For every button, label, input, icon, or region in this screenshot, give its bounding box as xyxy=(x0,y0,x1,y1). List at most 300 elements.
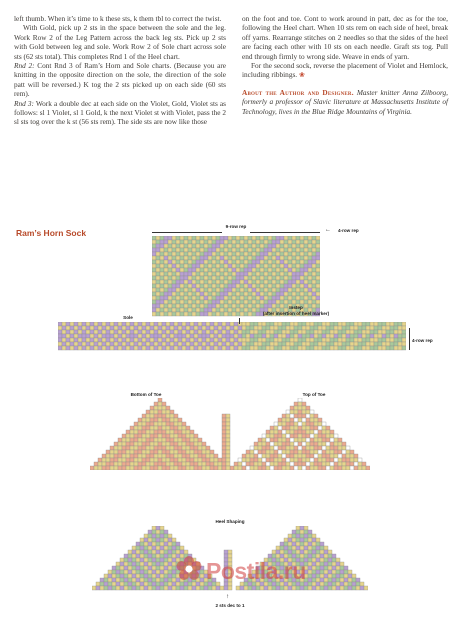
chart-cell xyxy=(246,466,250,470)
chart-cell xyxy=(236,288,240,292)
chart-cell xyxy=(164,236,168,240)
chart-cell xyxy=(190,326,194,330)
chart-cell xyxy=(158,334,162,338)
chart-cell xyxy=(304,268,308,272)
chart-cell xyxy=(70,342,74,346)
chart-cell xyxy=(318,438,322,442)
chart-cell xyxy=(152,546,156,550)
chart-cell xyxy=(298,422,302,426)
chart-cell xyxy=(186,450,190,454)
chart-cell xyxy=(82,334,86,338)
chart-cell xyxy=(296,296,300,300)
chart-cell xyxy=(132,586,136,590)
chart-cell xyxy=(166,430,170,434)
chart-cell xyxy=(216,240,220,244)
left-text-column xyxy=(14,14,226,127)
chart-cell xyxy=(294,342,298,346)
chart-cell xyxy=(190,458,194,462)
chart-cell xyxy=(326,430,330,434)
chart-cell xyxy=(182,334,186,338)
chart-cell xyxy=(204,586,208,590)
chart-cell xyxy=(154,418,158,422)
chart-cell xyxy=(262,450,266,454)
chart-cell xyxy=(262,458,266,462)
chart-cell xyxy=(242,454,246,458)
chart-cell xyxy=(246,338,250,342)
chart-cell xyxy=(204,240,208,244)
chart-cell xyxy=(390,330,394,334)
chart-cell xyxy=(196,288,200,292)
chart-cell xyxy=(98,326,102,330)
chart-cell xyxy=(110,334,114,338)
chart-cell xyxy=(228,272,232,276)
chart-cell xyxy=(130,330,134,334)
chart-cell xyxy=(340,570,344,574)
chart-cell xyxy=(58,338,62,342)
chart-cell xyxy=(370,342,374,346)
chart-cell xyxy=(252,288,256,292)
chart-cell xyxy=(200,240,204,244)
chart-cell xyxy=(320,570,324,574)
chart-cell xyxy=(362,330,366,334)
chart-cell xyxy=(322,462,326,466)
chart-cell xyxy=(304,244,308,248)
chart-cell xyxy=(152,566,156,570)
chart-cell xyxy=(136,586,140,590)
chart-cell xyxy=(162,426,166,430)
chart-cell xyxy=(346,326,350,330)
chart-cell xyxy=(300,292,304,296)
chart-cell xyxy=(330,330,334,334)
chart-cell xyxy=(168,252,172,256)
chart-cell xyxy=(382,346,386,350)
chart-cell xyxy=(118,334,122,338)
chart-cell xyxy=(110,322,114,326)
chart-cell xyxy=(332,582,336,586)
chart-cell xyxy=(130,342,134,346)
chart-cell xyxy=(222,330,226,334)
chart-cell xyxy=(204,244,208,248)
chart-cell xyxy=(208,292,212,296)
chart-cell xyxy=(300,276,304,280)
chart-cell xyxy=(102,462,106,466)
chart-cell xyxy=(314,442,318,446)
chart-cell xyxy=(270,442,274,446)
chart-cell xyxy=(276,280,280,284)
chart-cell xyxy=(398,346,402,350)
chart-cell xyxy=(178,434,182,438)
chart-cell xyxy=(198,338,202,342)
chart-cell xyxy=(220,300,224,304)
chart-cell xyxy=(168,308,172,312)
chart-cell xyxy=(168,586,172,590)
chart-cell xyxy=(276,248,280,252)
chart-cell xyxy=(168,284,172,288)
chart-cell xyxy=(216,312,220,316)
chart-cell xyxy=(378,346,382,350)
chart-cell xyxy=(224,272,228,276)
chart-cell xyxy=(282,326,286,330)
chart-cell xyxy=(226,430,230,434)
chart-cell xyxy=(182,446,186,450)
chart-cell xyxy=(330,466,334,470)
chart-cell xyxy=(304,240,308,244)
chart-cell xyxy=(324,574,328,578)
chart-cell xyxy=(158,442,162,446)
chart-cell xyxy=(154,426,158,430)
chart-cell xyxy=(254,334,258,338)
chart-cell xyxy=(112,570,116,574)
chart-cell xyxy=(330,430,334,434)
chart-cell xyxy=(272,252,276,256)
chart-cell xyxy=(248,312,252,316)
chart-cell xyxy=(162,402,166,406)
chart-cell xyxy=(156,292,160,296)
chart-cell xyxy=(112,566,116,570)
chart-cell xyxy=(260,256,264,260)
chart-cell xyxy=(248,304,252,308)
chart-cell xyxy=(206,446,210,450)
chart-cell xyxy=(150,446,154,450)
chart-cell xyxy=(314,426,318,430)
chart-cell xyxy=(292,284,296,288)
chart-cell xyxy=(224,288,228,292)
chart-cell xyxy=(166,454,170,458)
chart-cell xyxy=(118,462,122,466)
chart-cell xyxy=(248,280,252,284)
chart-cell xyxy=(144,554,148,558)
chart-cell xyxy=(212,292,216,296)
chart-cell xyxy=(206,342,210,346)
chart-cell xyxy=(308,264,312,268)
chart-cell xyxy=(272,268,276,272)
chart-cell xyxy=(174,346,178,350)
chart-cell xyxy=(230,334,234,338)
chart-cell xyxy=(220,312,224,316)
chart-cell xyxy=(126,430,130,434)
chart-cell xyxy=(152,304,156,308)
chart-cell xyxy=(324,562,328,566)
chart-cell xyxy=(196,276,200,280)
chart-cell xyxy=(354,454,358,458)
chart-cell xyxy=(362,346,366,350)
chart-cell xyxy=(240,312,244,316)
chart-cell xyxy=(162,462,166,466)
chart-cell xyxy=(196,284,200,288)
chart-cell xyxy=(154,454,158,458)
chart-cell xyxy=(124,562,128,566)
chart-cell xyxy=(184,276,188,280)
chart-cell xyxy=(58,334,62,338)
sts-dec-label: 2 sts dec to 1 xyxy=(215,603,245,608)
chart-cell xyxy=(224,586,228,590)
chart-cell xyxy=(268,586,272,590)
chart-cell xyxy=(262,442,266,446)
chart-cell xyxy=(224,308,228,312)
chart-cell xyxy=(146,414,150,418)
chart-cell xyxy=(166,326,170,330)
chart-cell xyxy=(192,260,196,264)
chart-cell xyxy=(292,538,296,542)
chart-cell xyxy=(312,268,316,272)
chart-cell xyxy=(196,248,200,252)
chart-cell xyxy=(150,442,154,446)
chart-cell xyxy=(212,256,216,260)
chart-cell xyxy=(314,422,318,426)
chart-cell xyxy=(178,458,182,462)
chart-cell xyxy=(150,422,154,426)
chart-cell xyxy=(172,236,176,240)
chart-cell xyxy=(158,338,162,342)
chart-cell xyxy=(170,458,174,462)
chart-cell xyxy=(306,438,310,442)
chart-cell xyxy=(296,292,300,296)
chart-cell xyxy=(292,542,296,546)
chart-cell xyxy=(146,422,150,426)
chart-cell xyxy=(226,422,230,426)
chart-cell xyxy=(204,260,208,264)
chart-cell xyxy=(152,582,156,586)
chart-cell xyxy=(292,264,296,268)
chart-cell xyxy=(128,586,132,590)
chart-cell xyxy=(166,422,170,426)
chart-cell xyxy=(236,300,240,304)
chart-cell xyxy=(342,454,346,458)
arrow-up-icon: ↑ xyxy=(226,594,229,600)
chart-cell xyxy=(350,462,354,466)
chart-cell xyxy=(126,462,130,466)
chart-cell xyxy=(316,574,320,578)
chart-cell xyxy=(164,280,168,284)
chart-cell xyxy=(324,554,328,558)
chart-cell xyxy=(262,446,266,450)
chart-cell xyxy=(290,434,294,438)
chart-cell xyxy=(140,542,144,546)
chart-cell xyxy=(318,338,322,342)
chart-cell xyxy=(310,434,314,438)
chart-cell xyxy=(128,582,132,586)
chart-cell xyxy=(102,458,106,462)
chart-cell xyxy=(318,434,322,438)
chart-cell xyxy=(206,466,210,470)
chart-cell xyxy=(256,276,260,280)
chart-cell xyxy=(288,284,292,288)
chart-cell xyxy=(206,450,210,454)
chart-cell xyxy=(140,574,144,578)
chart-cell xyxy=(266,434,270,438)
chart-cell xyxy=(302,338,306,342)
chart-cell xyxy=(320,574,324,578)
chart-cell xyxy=(208,276,212,280)
chart-cell xyxy=(148,550,152,554)
chart-cell xyxy=(172,300,176,304)
chart-cell xyxy=(296,284,300,288)
chart-cell xyxy=(172,538,176,542)
chart-cell xyxy=(178,462,182,466)
chart-cell xyxy=(212,300,216,304)
chart-cell xyxy=(272,272,276,276)
chart-cell xyxy=(108,574,112,578)
chart-cell xyxy=(110,346,114,350)
chart-cell xyxy=(210,346,214,350)
chart-cell xyxy=(308,248,312,252)
chart-cell xyxy=(260,288,264,292)
chart-cell xyxy=(168,296,172,300)
chart-cell xyxy=(168,292,172,296)
chart-cell xyxy=(296,236,300,240)
chart-cell xyxy=(152,296,156,300)
chart-cell xyxy=(274,462,278,466)
chart-cell xyxy=(204,280,208,284)
chart-cell xyxy=(158,454,162,458)
chart-cell xyxy=(182,422,186,426)
chart-cell xyxy=(398,322,402,326)
chart-cell xyxy=(122,322,126,326)
chart-cell xyxy=(196,300,200,304)
chart-cell xyxy=(174,458,178,462)
chart-cell xyxy=(90,326,94,330)
chart-cell xyxy=(170,466,174,470)
chart-cell xyxy=(146,418,150,422)
chart-cell xyxy=(210,334,214,338)
chart-cell xyxy=(184,240,188,244)
chart-cell xyxy=(262,326,266,330)
chart-cell xyxy=(278,430,282,434)
chart-cell xyxy=(134,330,138,334)
chart-cell xyxy=(188,300,192,304)
chart-cell xyxy=(290,438,294,442)
chart-cell xyxy=(154,406,158,410)
chart-cell xyxy=(282,438,286,442)
chart-cell xyxy=(176,272,180,276)
chart-cell xyxy=(150,462,154,466)
chart-cell xyxy=(256,268,260,272)
chart-cell xyxy=(114,454,118,458)
chart-cell xyxy=(246,454,250,458)
chart-cell xyxy=(156,280,160,284)
chart-cell xyxy=(250,346,254,350)
chart-cell xyxy=(146,342,150,346)
chart-cell xyxy=(190,462,194,466)
chart-cell xyxy=(292,252,296,256)
chart-cell xyxy=(284,296,288,300)
chart-cell xyxy=(332,558,336,562)
chart-cell xyxy=(276,256,280,260)
chart-cell xyxy=(102,338,106,342)
chart-cell xyxy=(200,248,204,252)
chart-cell xyxy=(322,346,326,350)
chart-cell xyxy=(192,236,196,240)
chart-cell xyxy=(264,268,268,272)
chart-cell xyxy=(302,330,306,334)
chart-cell xyxy=(174,462,178,466)
chart-cell xyxy=(186,346,190,350)
chart-cell xyxy=(182,346,186,350)
chart-cell xyxy=(184,304,188,308)
chart-cell xyxy=(148,586,152,590)
right-paragraph-1: on the foot and toe. Cont to work around in patt, dec as for the toe, following the Heel chart. When 10 sts rem on each side of heel, break off yarns. Rearrange stitches on 2 needles so that the sides of the heel are facing each other with 10 sts on each needle. Graft sts tog. Pull end through firmly to wrong side. Weave in ends of yarn. xyxy=(242,14,448,61)
chart-cell xyxy=(134,450,138,454)
chart-cell xyxy=(138,450,142,454)
chart-cell xyxy=(318,342,322,346)
chart-cell xyxy=(104,578,108,582)
chart-cell xyxy=(164,312,168,316)
chart-cell xyxy=(160,312,164,316)
chart-cell xyxy=(222,438,226,442)
chart-cell xyxy=(174,430,178,434)
chart-cell xyxy=(242,346,246,350)
chart-cell xyxy=(198,346,202,350)
chart-cell xyxy=(232,248,236,252)
chart-cell xyxy=(156,574,160,578)
chart-cell xyxy=(308,578,312,582)
chart-cell xyxy=(300,248,304,252)
chart-cell xyxy=(174,322,178,326)
chart-cell xyxy=(164,248,168,252)
chart-cell xyxy=(324,570,328,574)
chart-cell xyxy=(182,454,186,458)
chart-cell xyxy=(278,322,282,326)
chart-cell xyxy=(304,272,308,276)
chart-cell xyxy=(74,342,78,346)
chart-cell xyxy=(382,330,386,334)
chart-cell xyxy=(122,326,126,330)
chart-cell xyxy=(158,398,162,402)
chart-cell xyxy=(260,284,264,288)
chart-cell xyxy=(174,450,178,454)
chart-cell xyxy=(144,570,148,574)
chart-cell xyxy=(192,308,196,312)
chart-cell xyxy=(212,244,216,248)
chart-cell xyxy=(286,410,290,414)
chart-cell xyxy=(236,244,240,248)
chart-cell xyxy=(346,334,350,338)
chart-cell xyxy=(386,342,390,346)
chart-cell xyxy=(164,546,168,550)
chart-cell xyxy=(182,338,186,342)
chart-cell xyxy=(288,292,292,296)
chart-cell xyxy=(136,542,140,546)
chart-cell xyxy=(142,330,146,334)
chart-cell xyxy=(98,338,102,342)
right-paragraph-2 xyxy=(242,61,448,81)
chart-cell xyxy=(160,236,164,240)
chart-cell xyxy=(306,406,310,410)
chart-cell xyxy=(194,450,198,454)
chart-cell xyxy=(154,458,158,462)
chart-cell xyxy=(298,346,302,350)
chart-cell xyxy=(300,300,304,304)
chart-cell xyxy=(186,330,190,334)
chart-cell xyxy=(236,280,240,284)
chart-cell xyxy=(296,260,300,264)
chart-cell xyxy=(324,550,328,554)
chart-cell xyxy=(312,276,316,280)
chart-cell xyxy=(144,538,148,542)
chart-cell xyxy=(140,582,144,586)
chart-cell xyxy=(160,538,164,542)
chart-cell xyxy=(288,264,292,268)
chart-cell xyxy=(264,264,268,268)
chart-cell xyxy=(272,256,276,260)
chart-cell xyxy=(252,264,256,268)
chart-cell xyxy=(304,264,308,268)
chart-cell xyxy=(330,334,334,338)
chart-cell xyxy=(226,342,230,346)
chart-cell xyxy=(340,586,344,590)
chart-cell xyxy=(228,296,232,300)
chart-cell xyxy=(316,236,320,240)
